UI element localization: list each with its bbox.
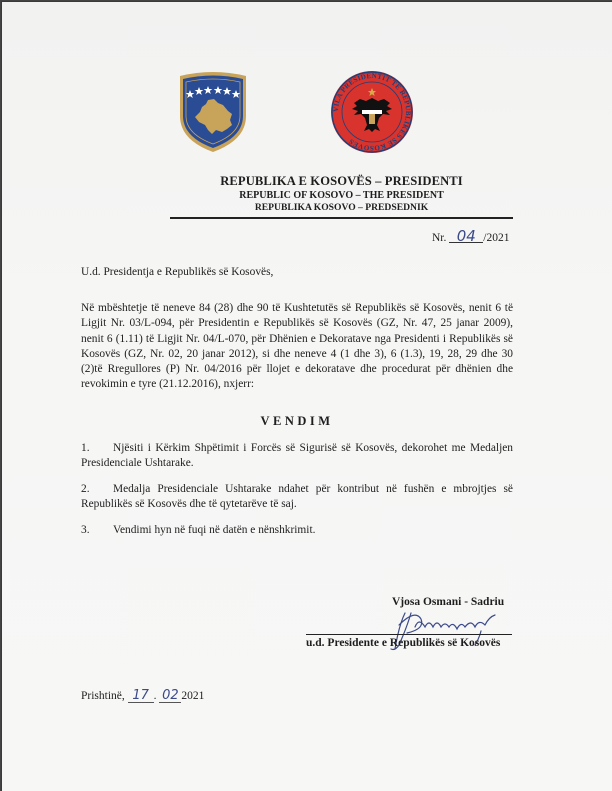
place: Prishtinë, [81,690,125,702]
signer-title: u.d. Presidente e Republikës së Kosovës [306,637,501,649]
reference-year: /2021 [483,232,510,244]
decision-item [81,482,513,513]
reference-handwritten-number: 04 [449,230,483,243]
letterhead-line-serbian: REPUBLIKA KOSOVO – PREDSEDNIK [254,202,429,213]
place-and-date [81,690,204,703]
letterhead-line-english: REPUBLIC OF KOSOVO – THE PRESIDENT [239,190,444,201]
item-text: Medalja Presidenciale Ushtarake ndahet për kontribut në fushën e mbrojtjes së Republikës së Kosovës dhe të qytetarëve të saj. [81,483,513,511]
date-year: 2021 [181,690,205,702]
item-number: 3. [81,524,90,536]
decision-item [81,441,513,472]
salutation: U.d. Presidentja e Republikës së Kosovës, [81,266,274,278]
letterhead-divider [170,217,513,219]
signer-name: Vjosa Osmani - Sadriu [392,596,505,608]
letterhead-line-albanian: REPUBLIKA E KOSOVËS – PRESIDENTI [220,174,463,188]
document-page [1,1,612,791]
letterhead [170,174,513,214]
item-text: Vendimi hyn në fuqi në datën e nënshkrimit. [113,524,316,536]
decision-title: VENDIM [260,414,334,428]
reference-number [432,227,510,245]
date-separator: . [153,690,157,702]
item-text: Njësiti i Kërkim Shpëtimit i Forcës së Sigurisë së Kosovës, dekorohet me Medaljen Presidenciale Ushtarake. [81,442,513,470]
handwritten-day: 17 [128,690,154,703]
preamble: Në mbështetje të neneve 84 (28) dhe 90 të Kushtetutës së Republikës së Kosovës, nenit 6 të Ligjit Nr. 03/L-094, për Presidentin e Republikës së Kosovës (GZ, Nr. 47, 25 janar 2009), nenit 6 (1.11) të Ligjit Nr. 04/L-070, për Dhënien e Dekoratave nga Presidenti i Republikës së Kosovës (GZ, Nr. 02, 20 janar 2012), si dhe neneve 4 (1 dhe 3), 6 (1.3), 19, 28, 29 dhe 30 (2)të Rregullores (P) Nr. 04/2016 për llojet e dekoratave dhe procedurat për dhënien dhe revokimin e tyre (21.12.2016), nxjerr: [81,302,513,391]
handwritten-month: 02 [159,690,181,703]
presidential-seal-icon [330,70,414,154]
decision-item [81,523,513,538]
item-number: 2. [81,483,90,495]
signature-line [306,634,512,635]
seal-text: VILA PRESIDENTIT TË REPUBLIKËS SË KOSOVËS [331,71,413,153]
kosovo-coat-of-arms-icon [178,70,248,154]
reference-prefix: Nr. [432,232,447,244]
item-number: 1. [81,442,90,454]
